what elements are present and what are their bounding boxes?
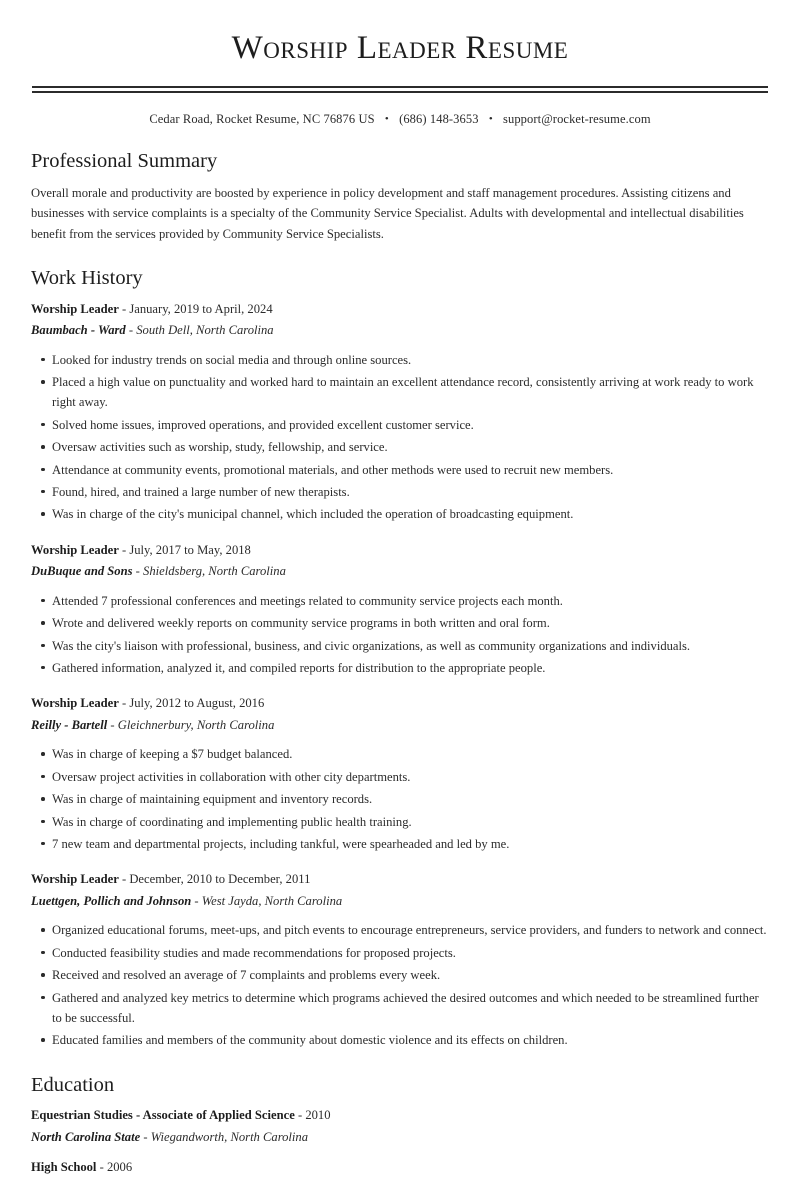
list-item: Conducted feasibility studies and made recommendations for proposed projects. <box>31 943 769 963</box>
section-title-education: Education <box>31 1073 115 1096</box>
list-item: Looked for industry trends on social media and through online sources. <box>31 350 769 370</box>
header-divider <box>31 86 769 93</box>
list-item: Solved home issues, improved operations, and provided excellent customer service. <box>31 415 769 435</box>
list-item: Was the city's liaison with professional, business, and civic organizations, as well as community organizations and individuals. <box>31 636 769 656</box>
list-item: Gathered and analyzed key metrics to determine which programs achieved the desired outcomes and which needed to be streamlined further to be successful. <box>31 988 769 1029</box>
job-dash: - <box>135 564 140 579</box>
education-dash: - <box>297 1108 303 1123</box>
list-item: 7 new team and departmental projects, including tankful, were spearheaded and led by me. <box>31 834 769 854</box>
job-dates: January, 2019 to April, 2024 <box>129 301 273 316</box>
contact-separator-1: • <box>384 113 389 126</box>
section-work-history <box>31 266 769 1051</box>
list-item: Wrote and delivered weekly reports on community service programs in both written and oral form. <box>31 613 769 633</box>
education-year: 2006 <box>106 1160 133 1175</box>
job-entry <box>31 541 769 679</box>
job-entry <box>31 694 769 854</box>
education-location: Wiegandworth, North Carolina <box>150 1129 309 1144</box>
list-item: Was in charge of the city's municipal channel, which included the operation of broadcasting equipment. <box>31 504 769 524</box>
contact-email: support@rocket-resume.com <box>503 112 651 127</box>
job-dates: July, 2017 to May, 2018 <box>129 542 251 557</box>
job-heading <box>31 870 769 890</box>
education-school: North Carolina State <box>31 1129 141 1144</box>
list-item: Was in charge of maintaining equipment and inventory records. <box>31 789 769 809</box>
summary-paragraph: Overall morale and productivity are boosted by experience in policy development and staff management procedures. Assisting citizens and businesses with service complaints is a specialty of the Community Service Specialist. Adults with developmental and intellectual disabilities benefit from the services provided by Community Service Specialists. <box>31 185 744 241</box>
education-entry <box>31 1106 769 1147</box>
job-company: Baumbach - Ward <box>31 323 126 338</box>
section-professional-summary <box>31 149 769 244</box>
job-heading <box>31 694 769 714</box>
list-item: Was in charge of keeping a $7 budget balanced. <box>31 744 769 764</box>
job-dash: - <box>128 323 134 338</box>
job-location: Gleichnerbury, North Carolina <box>117 717 275 732</box>
job-bullet-list <box>31 591 769 679</box>
job-bullet-list <box>31 920 769 1050</box>
job-subheading <box>31 562 769 582</box>
list-item: Oversaw activities such as worship, study, fellowship, and service. <box>31 437 769 457</box>
education-subheading <box>31 1128 769 1148</box>
job-title: Worship Leader <box>31 542 119 557</box>
divider-rule-bottom <box>32 91 768 93</box>
job-location: South Dell, North Carolina <box>136 323 274 338</box>
job-title: Worship Leader <box>31 301 119 316</box>
page-title: Worship Leader Resume <box>231 30 569 66</box>
list-item: Gathered information, analyzed it, and compiled reports for distribution to the appropriate people. <box>31 658 769 678</box>
job-company: DuBuque and Sons <box>31 564 133 579</box>
job-subheading <box>31 892 769 912</box>
contact-separator-2: • <box>488 113 493 126</box>
list-item: Received and resolved an average of 7 complaints and problems every week. <box>31 965 769 985</box>
section-title-summary: Professional Summary <box>31 150 218 173</box>
job-bullet-list <box>31 350 769 525</box>
education-dash: - <box>143 1129 148 1144</box>
list-item: Placed a high value on punctuality and worked hard to maintain an excellent attendance record, consistently arriving at work ready to work right away. <box>31 372 769 413</box>
job-heading <box>31 541 769 561</box>
job-dash: - <box>121 301 127 316</box>
job-title: Worship Leader <box>31 872 119 887</box>
list-item: Found, hired, and trained a large number of new therapists. <box>31 482 769 502</box>
list-item: Oversaw project activities in collaboration with other city departments. <box>31 767 769 787</box>
job-dates: December, 2010 to December, 2011 <box>129 872 311 887</box>
list-item: Organized educational forums, meet-ups, and pitch events to encourage entrepreneurs, service providers, and funders to network and connect. <box>31 920 769 940</box>
education-degree: High School <box>31 1160 97 1175</box>
education-heading <box>31 1106 769 1126</box>
job-dates: July, 2012 to August, 2016 <box>129 696 265 711</box>
education-dash: - <box>99 1160 104 1175</box>
job-location: Shieldsberg, North Carolina <box>143 564 286 579</box>
list-item: Was in charge of coordinating and implementing public health training. <box>31 812 769 832</box>
job-dash: - <box>121 872 127 887</box>
contact-phone: (686) 148-3653 <box>399 112 479 127</box>
section-title-work-history: Work History <box>31 267 143 290</box>
list-item: Attendance at community events, promotional materials, and other methods were used to recruit new members. <box>31 460 769 480</box>
job-bullet-list <box>31 744 769 854</box>
list-item: Educated families and members of the community about domestic violence and its effects on children. <box>31 1030 769 1050</box>
education-year: 2010 <box>305 1108 331 1123</box>
contact-address: Cedar Road, Rocket Resume, NC 76876 US <box>149 112 375 127</box>
job-title: Worship Leader <box>31 696 119 711</box>
education-entry <box>31 1158 769 1178</box>
job-subheading <box>31 321 769 341</box>
contact-line <box>31 112 769 127</box>
education-heading <box>31 1158 769 1178</box>
job-dash: - <box>121 696 127 711</box>
job-company: Reilly - Bartell <box>31 717 108 732</box>
education-degree: Equestrian Studies - Associate of Applied Science <box>31 1108 295 1123</box>
job-dash: - <box>194 893 199 908</box>
job-dash: - <box>110 717 115 732</box>
list-item: Attended 7 professional conferences and meetings related to community service projects each month. <box>31 591 769 611</box>
section-education <box>31 1073 769 1178</box>
job-entry <box>31 870 769 1050</box>
job-company: Luettgen, Pollich and Johnson <box>31 893 192 908</box>
job-dash: - <box>121 542 127 557</box>
job-location: West Jayda, North Carolina <box>201 893 343 908</box>
job-heading <box>31 300 769 320</box>
job-entry <box>31 300 769 525</box>
job-subheading <box>31 716 769 736</box>
